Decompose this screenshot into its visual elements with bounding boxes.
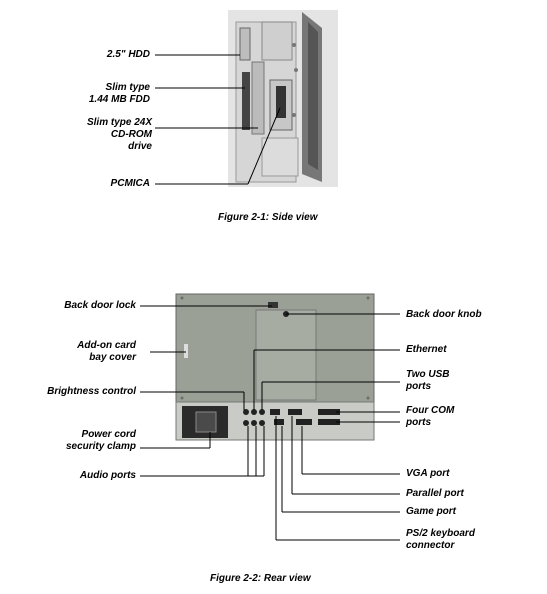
label-brightness-control: Brightness control [47,386,136,397]
label-two-usb-ports [406,369,450,393]
label-cdrom-line3: drive [128,141,152,152]
label-ps2-keyboard-connector [406,528,475,552]
label-fdd-line2: 1.44 MB FDD [88,94,150,105]
label-com-line2: ports [406,417,431,428]
label-addon-line2: bay cover [89,352,136,363]
label-back-door-knob: Back door knob [406,309,482,320]
label-usb-line2: ports [406,381,431,392]
label-cdrom-line1: Slim type 24X [86,117,152,128]
label-ps2-line1: PS/2 keyboard [406,528,475,539]
label-power-line2: security clamp [65,441,136,452]
label-com-line1: Four COM [406,405,455,416]
label-parallel-port: Parallel port [406,488,464,499]
label-cdrom-line2: CD-ROM [110,129,152,140]
label-game-port: Game port [406,506,457,517]
label-power-cord-clamp [66,429,136,453]
label-ethernet: Ethernet [406,344,447,355]
label-four-com-ports [406,405,454,429]
label-addon-card-bay-cover [77,340,136,364]
label-hdd: 2.5" HDD [106,49,150,60]
label-vga-port: VGA port [406,468,450,479]
label-pcmcia: PCMICA [110,178,150,189]
label-ps2-line2: connector [406,540,455,551]
label-audio-ports: Audio ports [79,470,136,481]
label-usb-line1: Two USB [406,369,450,380]
label-addon-line1: Add-on card [77,340,136,351]
label-power-line1: Power cord [81,429,136,440]
label-fdd-line1: Slim type [105,82,150,93]
label-back-door-lock: Back door lock [64,300,136,311]
figure-2-1-caption: Figure 2-1: Side view [218,212,318,223]
figure-2-2-caption: Figure 2-2: Rear view [210,573,311,584]
